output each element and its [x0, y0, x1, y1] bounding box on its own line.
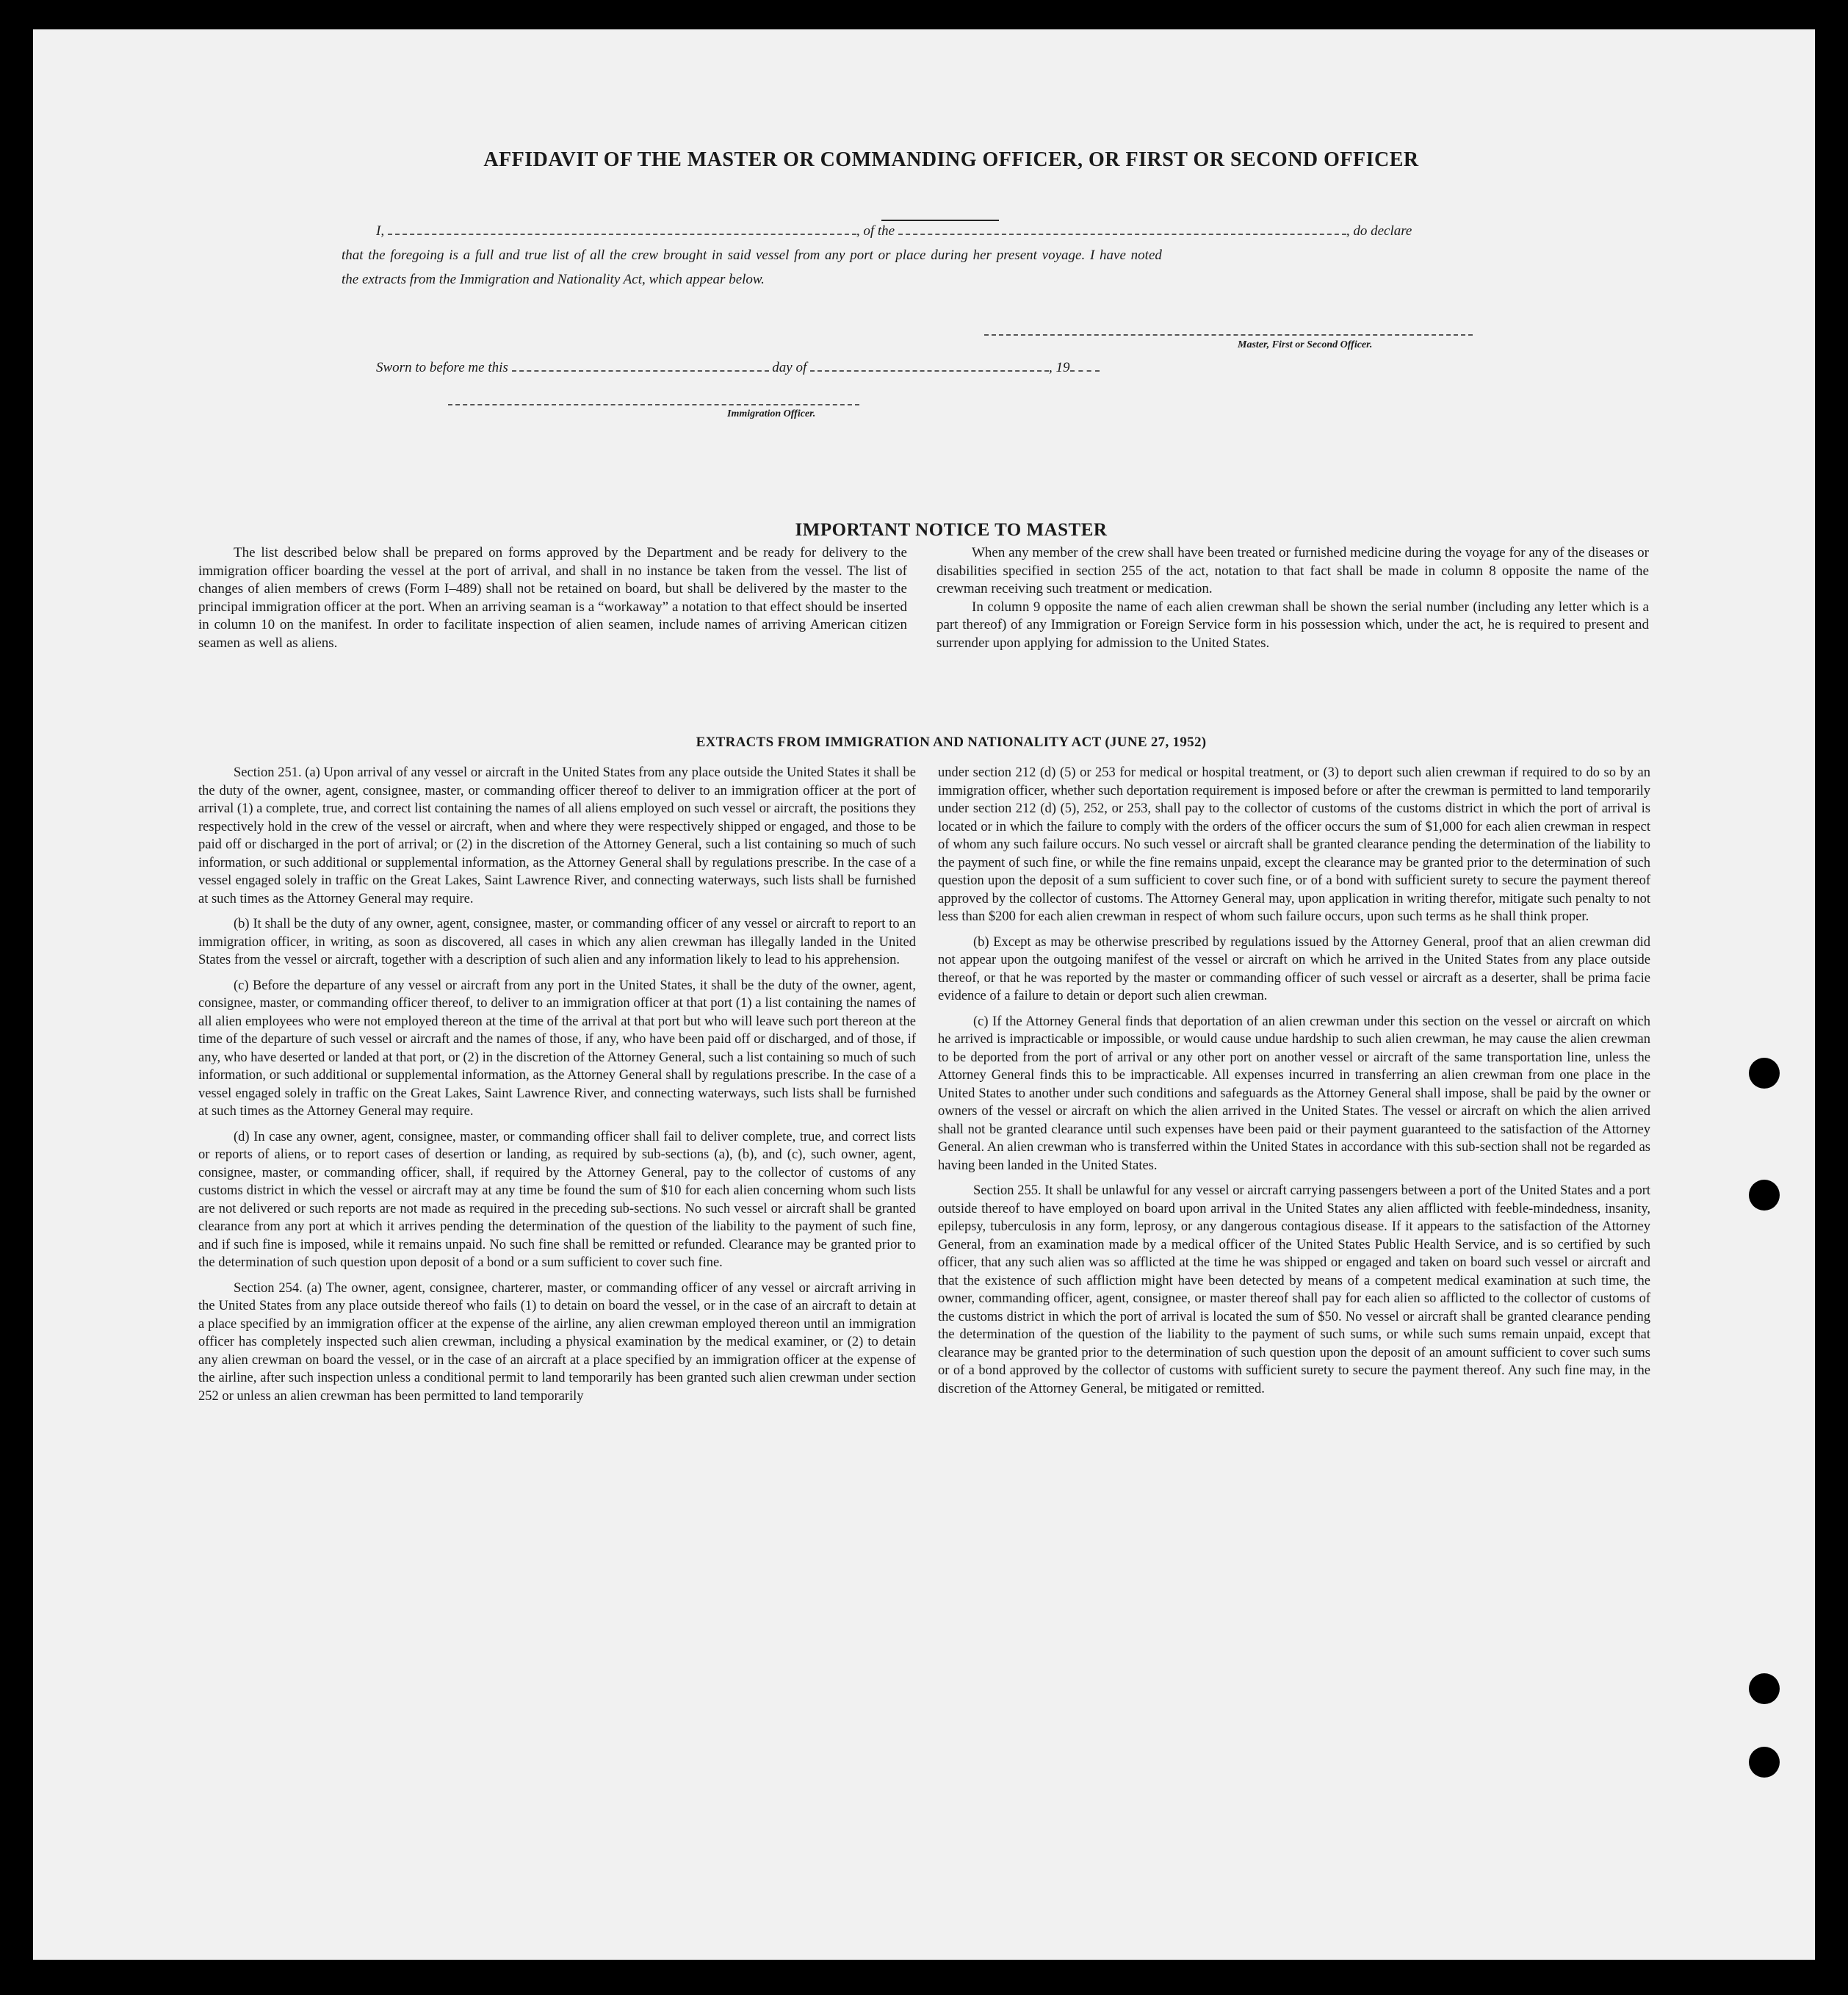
- extracts-heading: EXTRACTS FROM IMMIGRATION AND NATIONALITY ACT (JUNE 27, 1952): [696, 735, 1207, 750]
- sworn-month-field[interactable]: [810, 358, 1049, 372]
- section-251-d: (d) In case any owner, agent, consignee, master, or commanding officer shall fail to deliver complete, true, and correct lists or reports of aliens, or to report cases of desertion or landing, as required by sub-sections (a), (b), and (c), such owner, agent, consignee, master, or commanding officer, shall, if required by the Attorney General, pay to the collector of customs of any customs district in which the vessel or aircraft may at any time be found the sum of $10 for each alien concerning whom such lists are not delivered or such reports are not made as required in the preceding sub-sections. No such vessel or aircraft shall be granted clearance from any port at which it arrives pending the determination of the question of the liability to the payment of such fine, and if such fine is imposed, while it remains unpaid. No such fine shall be remitted or refunded. Clearance may be granted prior to the determination of such question upon deposit of a bond or a sum sufficient to cover such fine.: [198, 1129, 916, 1270]
- section-254-c: (c) If the Attorney General finds that deportation of an alien crewman under this section on the vessel or aircraft on which he arrived is impracticable or impossible, or would cause undue hardship to such alien crewman, he may cause the alien crewman to be deported from the port of arrival or any other port on another vessel or aircraft of the same transportation line, unless the Attorney General finds this to be impracticable. All expenses incurred in transferring an alien crewman from one place in the United States to another under such conditions and safeguards as the Attorney General shall impose, shall be paid by the owner or owners of the vessel or aircraft on which the alien arrived in the United States. The vessel or aircraft on which the alien arrived shall not be granted clearance until such expenses have been paid or their payment guaranteed to the satisfaction of the Attorney General. An alien crewman who is transferred within the United States in accordance with this sub-section shall not be regarded as having been landed in the United States.: [938, 1014, 1650, 1173]
- i-label: I,: [376, 223, 385, 239]
- extracts-right-column: [938, 764, 1650, 1405]
- notice-right-paragraph-1: When any member of the crew shall have been treated or furnished medicine during the voyage for any of the diseases or disabilities specified in section 255 of the act, notation to that fact shall be made in column 8 opposite the name of the crewman receiving such treatment or medication.: [936, 545, 1649, 596]
- notice-heading: IMPORTANT NOTICE TO MASTER: [795, 520, 1108, 540]
- section-251-a: Section 251. (a) Upon arrival of any vessel or aircraft in the United States from any place outside the United States it shall be the duty of the owner, agent, consignee, master, or commanding officer thereof to deliver to an immigration officer at the port of arrival (1) a complete, true, and correct list containing the names of all aliens employed on such vessel or aircraft, the positions they respectively hold in the crew of the vessel or aircraft, when and where they were respectively shipped or engaged, and those to be paid off or discharged in the port of arrival; or (2) in the discretion of the Attorney General, such a list containing so much of such information, or such additional or supplemental information, as the Attorney General shall by regulations prescribe. In the case of a vessel engaged solely in traffic on the Great Lakes, Saint Lawrence River, and connecting waterways, such lists shall be furnished at such times as the Attorney General may require.: [198, 765, 916, 906]
- day-of-label: day of: [772, 360, 807, 375]
- section-254-a-continued: under section 212 (d) (5) or 253 for medical or hospital treatment, or (3) to deport such alien crewman if required to do so by an immigration officer, whether such deportation requirement is imposed before or after the crewman is permitted to land temporarily under section 212 (d) (5), 252, or 253, shall pay to the collector of customs of the customs district in which the port of arrival is located or in which the failure to comply with the orders of the officer occurs the sum of $1,000 for each alien crewman in respect of whom any such failure occurs. No such vessel or aircraft shall be granted clearance pending the determination of the liability to the payment of such fine, or while the fine remains unpaid, except the clearance may be granted prior to the determination of such question upon the deposit of a sum sufficient to cover such fine, or of a bond with sufficient surety to secure the payment thereof approved by the collector of customs. The Attorney General may, upon application in writing therefor, mitigate such penalty to not less than $200 for each alien crewman in respect of whom such failure occurs, upon such terms as he shall think proper.: [938, 765, 1650, 924]
- vessel-name-field[interactable]: [898, 222, 1346, 235]
- extracts-left-column: [198, 764, 916, 1413]
- notice-right-column: [936, 544, 1649, 652]
- notice-left-paragraph: The list described below shall be prepared on forms approved by the Department and be ready for delivery to the immigration officer boarding the vessel at the port of arrival, and shall in no instance be taken from the vessel. The list of changes of alien members of crews (Form I–489) shall not be retained on board, but shall be delivered by the master to the principal immigration officer at the port. When an arriving seaman is a “workaway” a notation to that effect should be inserted in column 10 on the manifest. In order to facilitate inspection of alien seamen, include names of arriving American citizen seamen as well as aliens.: [198, 545, 907, 651]
- section-254-a: Section 254. (a) The owner, agent, consignee, charterer, master, or commanding officer of any vessel or aircraft arriving in the United States from any place outside thereof who fails (1) to detain on board the vessel, or in the case of an aircraft to detain at a place specified by an immigration officer at the expense of the airline, any alien crewman employed thereon until an immigration officer has completely inspected such alien crewman, including a physical examination by the medical examiner, or (2) to detain any alien crewman on board the vessel, or in the case of an aircraft at a place specified by an immigration officer at the expense of the airline, after such inspection unless a conditional permit to land temporarily has been granted such alien crewman under section 252 or unless an alien crewman has been permitted to land temporarily: [198, 1280, 916, 1404]
- affidavit-title: AFFIDAVIT OF THE MASTER OR COMMANDING OFFICER, OR FIRST OR SECOND OFFICER: [483, 148, 1419, 171]
- do-declare-label: , do declare: [1346, 223, 1412, 239]
- section-251-b: (b) It shall be the duty of any owner, agent, consignee, master, or commanding officer of any vessel or aircraft to report to an immigration officer, in writing, as soon as discovered, all cases in which any alien crewman has illegally landed in the United States from the vessel or aircraft, together with a description of such alien and any information likely to lead to his apprehension.: [198, 917, 916, 967]
- notice-right-paragraph-2: In column 9 opposite the name of each alien crewman shall be shown the serial number (including any letter which is a part thereof) of any Immigration or Foreign Service form in his possession which, under the act, he is required to present and surrender upon applying for admission to the United States.: [936, 599, 1649, 651]
- section-254-b: (b) Except as may be otherwise prescribed by regulations issued by the Attorney General, proof that an alien crewman did not appear upon the outgoing manifest of the vessel or aircraft on which he arrived in the United States from any place outside thereof, or that he was reported by the master or commanding officer of such vessel or aircraft as a deserter, shall be prima facie evidence of a failure to detain or deport such alien crewman.: [938, 934, 1650, 1003]
- year-label: , 19: [1049, 360, 1070, 375]
- section-255: Section 255. It shall be unlawful for any vessel or aircraft carrying passengers between a port of the United States and a port outside thereof to have employed on board upon arrival in the United States any alien afflicted with feeble-mindedness, insanity, epilepsy, tuberculosis in any form, leprosy, or any dangerous contagious disease. If it appears to the satisfaction of the Attorney General, from an examination made by a medical officer of the United States Public Health Service, and is so certified by such officer, that any such alien was so afflicted at the time he was shipped or engaged and taken on board such vessel or aircraft and that the existence of such affliction might have been detected by means of a competent medical examination at such time, the owner, commanding officer, agent, consignee, or master thereof shall pay for each alien so afflicted to the collector of customs of the customs district in which the port of arrival is located the sum of $50. No vessel or aircraft shall be granted clearance pending the determination of the question of the liability to the payment of such sums, or while such sums remain unpaid, except that clearance may be granted prior to the determination of such question upon the deposit of an amount sufficient to cover such sums or of a bond approved by the collector of customs with sufficient surety to secure the payment thereof. Any such fine may, in the discretion of the Attorney General, be mitigated or remitted.: [938, 1183, 1650, 1396]
- notice-left-column: [198, 544, 907, 652]
- document-page: [33, 29, 1815, 1960]
- declaration-text-line-1: that the foregoing is a full and true list of all the crew brought in said vessel from any port or place during her present voyage. I have noted: [342, 248, 1162, 263]
- master-name-field[interactable]: [388, 222, 856, 235]
- sworn-year-field[interactable]: [1070, 358, 1100, 372]
- declaration-text-line-2: the extracts from the Immigration and Nationality Act, which appear below.: [342, 272, 765, 287]
- declaration-name-line: [376, 222, 1412, 239]
- sworn-line: [376, 358, 1100, 376]
- binder-hole: [1749, 1673, 1780, 1704]
- master-signature-line[interactable]: [984, 334, 1473, 336]
- section-251-c: (c) Before the departure of any vessel or aircraft from any port in the United States, it shall be the duty of the owner, agent, consignee, master, or commanding officer thereof, to deliver to an immigration officer at that port (1) a list containing the names of all alien employees who were not employed thereon at the time of the arrival at that port but who will leave such port thereon at the time of the departure of such vessel or aircraft and the names of those, if any, who have been paid off or discharged, and of those, if any, who have deserted or landed at that port, or (2) in the discretion of the Attorney General, such a list containing so much of such information, or such additional or supplemental information, as the Attorney General shall by regulations prescribe. In the case of a vessel engaged solely in traffic on the Great Lakes, Saint Lawrence River, and connecting waterways, such lists shall be furnished at such times as the Attorney General may require.: [198, 978, 916, 1119]
- sworn-label: Sworn to before me this: [376, 360, 508, 375]
- officer-caption: Immigration Officer.: [727, 408, 816, 419]
- binder-hole: [1749, 1747, 1780, 1778]
- binder-hole: [1749, 1180, 1780, 1211]
- title-underline: [881, 220, 999, 221]
- sworn-day-field[interactable]: [512, 358, 769, 372]
- master-caption: Master, First or Second Officer.: [1238, 339, 1373, 350]
- of-the-label: , of the: [856, 223, 895, 239]
- binder-hole: [1749, 1058, 1780, 1089]
- officer-signature-line[interactable]: [448, 404, 859, 405]
